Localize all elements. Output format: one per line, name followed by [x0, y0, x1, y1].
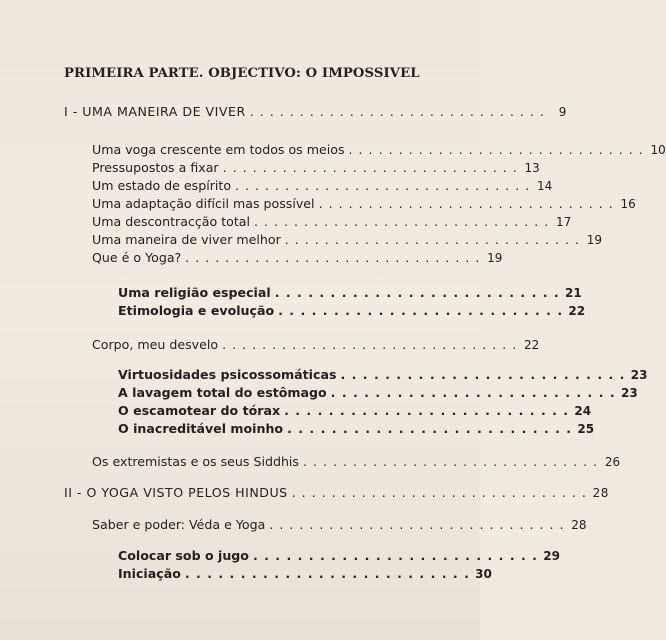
entry-page: 10: [650, 143, 666, 157]
dot-leader: . . . . . . . . . . . . . . . . . . . . . . . . . . . . . .: [348, 142, 644, 157]
entry-label: II - O YOGA VISTO PELOS HINDUS: [64, 485, 288, 500]
entry-page: 14: [536, 179, 553, 193]
entry-page: 25: [577, 422, 595, 436]
entry-page: 17: [555, 215, 572, 229]
toc-subentry: [118, 548, 560, 563]
entry-page: 22: [568, 304, 586, 318]
entry-label: Uma voga crescente em todos os meios: [92, 142, 345, 157]
toc-entry: [92, 517, 587, 532]
entry-page: 19: [487, 251, 503, 265]
entry-page: 9: [558, 105, 567, 119]
entry-label: O inacreditável moinho: [118, 421, 284, 436]
dot-leader: . . . . . . . . . . . . . . . . . . . . . . . . . .: [284, 403, 570, 418]
entry-page: 28: [571, 518, 587, 532]
toc-subentry: [118, 403, 592, 418]
entry-page: 23: [630, 368, 648, 382]
dot-leader: . . . . . . . . . . . . . . . . . . . . . . . . . . . . . .: [291, 485, 587, 500]
entry-label: O escamotear do tórax: [118, 403, 281, 418]
entry-label: Colocar sob o jugo: [118, 548, 249, 563]
entry-label: Iniciação: [118, 566, 181, 581]
entry-page: 26: [604, 455, 621, 469]
entry-label: I - UMA MANEIRA DE VIVER: [64, 104, 246, 119]
entry-page: 28: [592, 486, 609, 500]
entry-label: Uma descontracção total: [92, 214, 251, 229]
dot-leader: . . . . . . . . . . . . . . . . . . . . . . . . . . . . . .: [284, 232, 580, 247]
dot-leader: . . . . . . . . . . . . . . . . . . . . . . . . . . . . . .: [185, 250, 481, 265]
dot-leader: . . . . . . . . . . . . . . . . . . . . . . . . . . . . . .: [249, 104, 545, 119]
dot-leader: . . . . . . . . . . . . . . . . . . . . . . . . . . . . . .: [235, 178, 531, 193]
dot-leader: . . . . . . . . . . . . . . . . . . . . . . . . . . . . . .: [254, 214, 550, 229]
entry-label: Que é o Yoga?: [92, 250, 182, 265]
toc-entry: [92, 250, 503, 265]
toc-entry: [92, 337, 540, 352]
toc-subentry: [118, 385, 638, 400]
entry-label: Saber e poder: Véda e Yoga: [92, 517, 266, 532]
dot-leader: . . . . . . . . . . . . . . . . . . . . . . . . . .: [340, 367, 626, 382]
entry-page: 22: [524, 338, 540, 352]
toc-subentry: [118, 367, 648, 382]
toc-entry: [92, 142, 666, 157]
toc-subentry: [118, 285, 582, 300]
entry-label: Virtuosidades psicossomáticas: [118, 367, 337, 382]
part-heading: PRIMEIRA PARTE. OBJECTIVO: O IMPOSSIVEL: [64, 66, 420, 81]
entry-page: 23: [620, 386, 638, 400]
toc-subentry: [118, 303, 586, 318]
dot-leader: . . . . . . . . . . . . . . . . . . . . . . . . . . . . . .: [303, 454, 599, 469]
dot-leader: . . . . . . . . . . . . . . . . . . . . . . . . . . . . . .: [269, 517, 565, 532]
entry-label: Uma adaptação difícil mas possível: [92, 196, 315, 211]
dot-leader: . . . . . . . . . . . . . . . . . . . . . . . . . .: [274, 285, 560, 300]
toc-entry: [92, 454, 621, 469]
dot-leader: . . . . . . . . . . . . . . . . . . . . . . . . . .: [287, 421, 573, 436]
entry-label: Corpo, meu desvelo: [92, 337, 219, 352]
toc-subentry: [118, 421, 595, 436]
entry-page: 24: [574, 404, 592, 418]
dot-leader: . . . . . . . . . . . . . . . . . . . . . . . . . .: [184, 566, 470, 581]
entry-page: 21: [564, 286, 582, 300]
entry-label: Pressupostos a fixar: [92, 160, 219, 175]
entry-page: 13: [524, 161, 540, 175]
toc-entry: [92, 214, 572, 229]
toc-entry: [92, 178, 553, 193]
entry-label: Os extremistas e os seus Siddhis: [92, 454, 299, 469]
toc-entry: [92, 196, 636, 211]
toc-entry: [92, 232, 602, 247]
toc-entry: [92, 160, 540, 175]
entry-label: Uma maneira de viver melhor: [92, 232, 281, 247]
dot-leader: . . . . . . . . . . . . . . . . . . . . . . . . . . . . . .: [318, 196, 614, 211]
dot-leader: . . . . . . . . . . . . . . . . . . . . . . . . . .: [252, 548, 538, 563]
entry-label: A lavagem total do estômago: [118, 385, 327, 400]
dot-leader: . . . . . . . . . . . . . . . . . . . . . . . . . . . . . .: [222, 160, 518, 175]
entry-label: Etimologia e evolução: [118, 303, 275, 318]
toc-entry-chapter-1: [64, 104, 567, 119]
entry-page: 29: [543, 549, 560, 563]
dot-leader: . . . . . . . . . . . . . . . . . . . . . . . . . .: [330, 385, 616, 400]
dot-leader: . . . . . . . . . . . . . . . . . . . . . . . . . .: [278, 303, 564, 318]
entry-label: Um estado de espírito: [92, 178, 232, 193]
entry-page: 16: [620, 197, 636, 211]
toc-subentry: [118, 566, 492, 581]
entry-page: 19: [586, 233, 602, 247]
toc-entry-chapter-2: [64, 485, 609, 500]
entry-page: 30: [475, 567, 492, 581]
entry-label: Uma religião especial: [118, 285, 271, 300]
dot-leader: . . . . . . . . . . . . . . . . . . . . . . . . . . . . . .: [222, 337, 518, 352]
